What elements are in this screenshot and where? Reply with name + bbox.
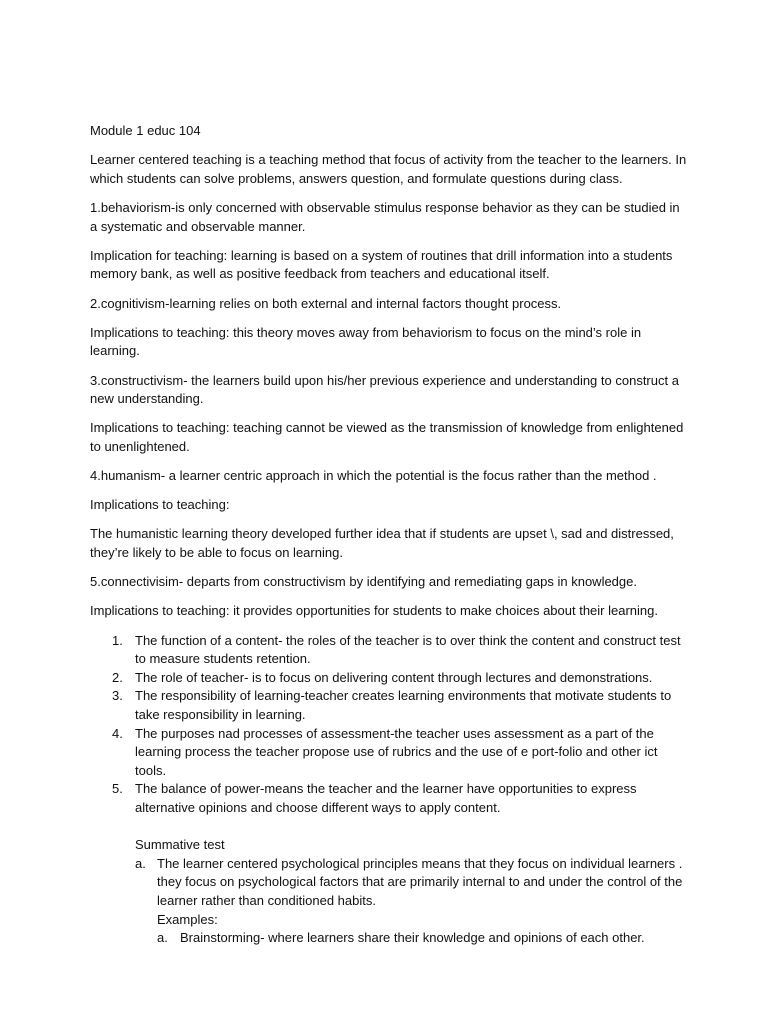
list-item-number: 5. (112, 781, 123, 797)
paragraph: Learner centered teaching is a teaching method that focus of activity from the teacher to the learners. In which students can solve problems, answers question, and formulate questions during class. (90, 152, 687, 186)
summative-item-marker: a. (135, 855, 146, 871)
list-item-number: 1. (112, 632, 123, 648)
example-item-text: Brainstorming- where learners share their knowledge and opinions of each other. (180, 930, 645, 946)
paragraph: Implications to teaching: (90, 497, 230, 513)
list-item (90, 780, 690, 817)
summative-heading: Summative test (135, 837, 225, 853)
example-item (90, 929, 690, 948)
list-item-text: The role of teacher- is to focus on delivering content through lectures and demonstrations. (135, 669, 653, 685)
list-item-text: The balance of power-means the teacher and the learner have opportunities to express alternative opinions and choose different ways to apply content. (135, 781, 637, 815)
summative-item (90, 855, 690, 911)
list-item-text: The purposes nad processes of assessment-the teacher uses assessment as a part of the learning process the teacher propose use of rubrics and the use of e port-folio and other ict tools. (135, 725, 658, 778)
examples-label: Examples: (157, 911, 218, 927)
list-item (90, 687, 690, 724)
paragraph: 3.constructivism- the learners build upon his/her previous experience and understanding to construct a new understanding. (90, 372, 679, 407)
numbered-list (90, 632, 690, 818)
list-item-number: 4. (112, 725, 123, 741)
paragraph: 4.humanism- a learner centric approach in which the potential is the focus rather than the method . (90, 468, 657, 484)
list-item-text: The responsibility of learning-teacher creates learning environments that motivate students to take responsibility in learning. (135, 688, 672, 722)
paragraph: 1.behaviorism-is only concerned with observable stimulus response behavior as they can be studied in a systematic and observable manner. (90, 199, 680, 234)
paragraph: Implications to teaching: this theory moves away from behaviorism to focus on the mind’s role in learning. (90, 324, 642, 359)
document-body (90, 122, 690, 948)
paragraph: Implication for teaching: learning is based on a system of routines that drill information into a students memory bank, as well as positive feedback from teachers and educational itself. (90, 247, 673, 282)
list-item-number: 2. (112, 669, 123, 685)
list-item (90, 725, 690, 781)
example-item-marker: a. (157, 930, 168, 946)
list-item (90, 632, 690, 669)
list-item-number: 3. (112, 688, 123, 704)
list-item-text: The function of a content- the roles of the teacher is to over think the content and construct test to measure students retention. (135, 632, 681, 667)
document-title: Module 1 educ 104 (90, 123, 201, 138)
paragraph: Implications to teaching: it provides opportunities for students to make choices about their learning. (90, 603, 658, 619)
paragraph: Implications to teaching: teaching cannot be viewed as the transmission of knowledge from enlightened to unenlightened. (90, 420, 684, 454)
list-item (90, 669, 690, 688)
paragraph: The humanistic learning theory developed further idea that if students are upset \, sad and distressed, they’re likely to be able to focus on learning. (90, 526, 674, 561)
paragraph: 5.connectivisim- departs from constructivism by identifying and remediating gaps in knowledge. (90, 574, 637, 590)
summative-item-text: The learner centered psychological principles means that they focus on individual learners . they focus on psychological factors that are primarily internal to and under the control of the learner rather than conditioned habits. (157, 855, 683, 908)
paragraph: 2.cognitivism-learning relies on both external and internal factors thought process. (90, 295, 562, 311)
